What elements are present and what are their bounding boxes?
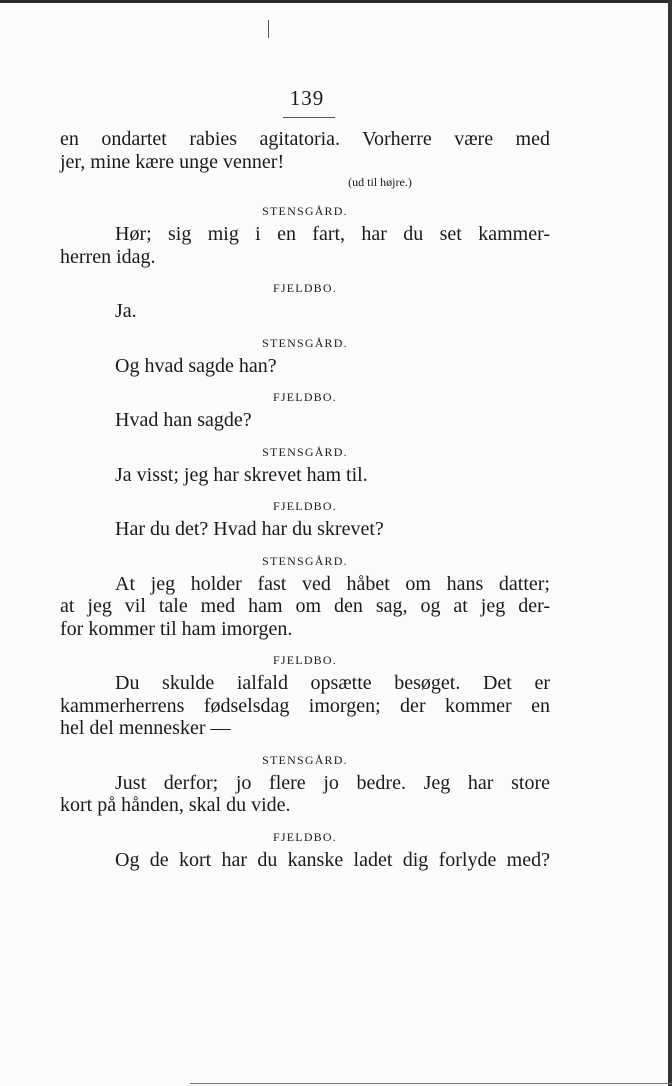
gutter-mark <box>268 20 269 38</box>
text-line: Just derfor; jo flere jo bedre. Jeg har store <box>115 771 550 794</box>
text-line: for kommer til ham imorgen. <box>60 617 293 640</box>
text-line: Du skulde ialfald opsætte besøget. Det er <box>115 672 550 694</box>
speaker-name: STENSGÅRD. <box>262 553 348 568</box>
text-line: Har du det? Hvad har du skrevet? <box>115 518 384 540</box>
scan-edge-right <box>668 0 672 1086</box>
text-line: herren idag. <box>60 245 156 268</box>
speaker-name: STENSGÅRD. <box>262 335 348 350</box>
stage-direction: (ud til højre.) <box>348 175 412 189</box>
text-line: hel del mennesker — <box>60 717 231 739</box>
text-line: Og de kort har du kanske ladet dig forlyde med? <box>115 848 550 871</box>
speaker-name: STENSGÅRD. <box>262 204 348 218</box>
text-line: Hvad han sagde? <box>115 409 252 431</box>
text-line: en ondartet rabies agitatoria. Vorherre være med <box>60 128 550 150</box>
speaker-name: STENSGÅRD. <box>262 752 348 767</box>
text-line: kammerherrens fødselsdag imorgen; der kommer en <box>60 694 550 717</box>
text-line: at jeg vil tale med ham om den sag, og at jeg der- <box>60 595 550 617</box>
scan-edge-top <box>0 0 672 3</box>
speaker-name: FJELDBO. <box>273 390 337 404</box>
text-line: kort på hånden, skal du vide. <box>60 794 291 816</box>
speaker-name: STENSGÅRD. <box>262 444 348 459</box>
text-line: jer, mine kære unge venner! <box>60 150 285 173</box>
speaker-name: FJELDBO. <box>273 653 337 667</box>
scan-edge-bottom <box>190 1083 672 1084</box>
text-line: Ja. <box>115 300 137 322</box>
speaker-name: FJELDBO. <box>273 829 337 844</box>
text-line: Og hvad sagde han? <box>115 354 277 377</box>
page-number: 139 <box>289 86 325 110</box>
text-line: At jeg holder fast ved håbet om hans datter; <box>115 572 550 595</box>
speaker-name: FJELDBO. <box>273 499 337 513</box>
page-number-rule <box>283 117 335 118</box>
page-text <box>60 128 550 871</box>
speaker-name: FJELDBO. <box>273 281 337 295</box>
text-line: Hør; sig mig i en fart, har du set kammer- <box>115 223 550 245</box>
text-line: Ja visst; jeg har skrevet ham til. <box>115 463 368 486</box>
